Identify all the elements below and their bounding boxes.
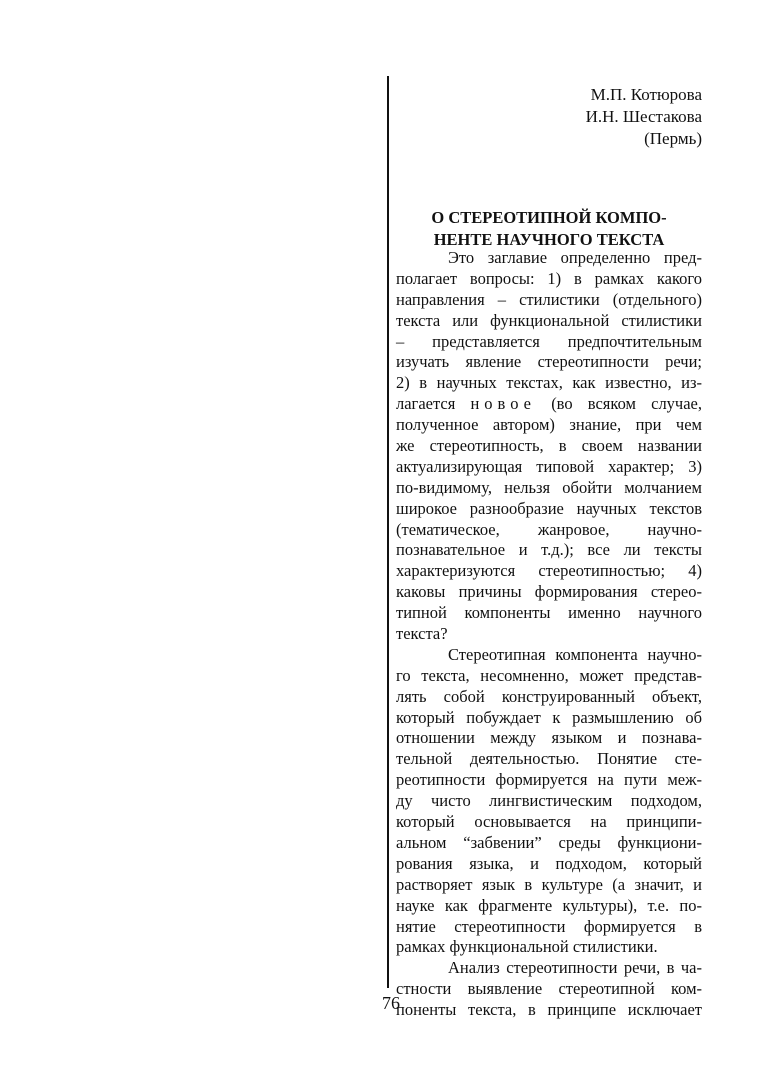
text-line: характеризуются стереотипностью; 4): [396, 561, 702, 581]
article-body: [396, 248, 702, 1021]
title-line: НЕНТЕ НАУЧНОГО ТЕКСТА: [433, 230, 665, 249]
paragraph: [396, 248, 702, 645]
text-line: альном “забвении” среды функциони-: [396, 832, 702, 852]
page-number: 76: [382, 993, 400, 1013]
author-name: И.Н. Шестакова: [585, 107, 702, 126]
text-line: тельной деятельностью. Понятие сте-: [396, 749, 702, 769]
vertical-margin-rule: [387, 76, 389, 988]
text-line: Это заглавие определенно пред-: [448, 248, 702, 267]
text-line: полагает вопросы: 1) в рамках какого: [396, 268, 702, 288]
text-line: рамках функциональной стилистики.: [396, 937, 658, 957]
text-line: лять собой конструированный объект,: [396, 686, 702, 706]
text-line: растворяет язык в культуре (а значит, и: [396, 874, 702, 894]
text-line: типной компоненты именно научного: [396, 603, 702, 623]
emphasized-word: новое: [470, 394, 537, 414]
text-line: стности выявление стереотипной ком-: [396, 979, 702, 999]
text-line: по-видимому, нельзя обойти молчанием: [396, 477, 702, 497]
text-line: нятие стереотипности формируется в: [396, 916, 702, 936]
text-line: науке как фрагменте культуры), т.е. по-: [396, 895, 702, 915]
text-line: рования языка, и подходом, который: [396, 853, 702, 873]
author-city: (Пермь): [644, 129, 702, 148]
paragraph: [396, 645, 702, 958]
text-line: поненты текста, в принципе исключает: [396, 1000, 702, 1020]
text-line: текста или функциональной стилистики: [396, 310, 702, 330]
text-line: который побуждает к размышлению об: [396, 707, 702, 727]
paragraph: [396, 958, 702, 1021]
text-line: же стереотипность, в своем названии: [396, 436, 702, 456]
text-line: изучать явление стереотипности речи;: [396, 352, 702, 372]
text-line: лагается новое (во всяком случае,: [396, 394, 702, 414]
article-title: [396, 207, 702, 251]
text-line: 2) в научных текстах, как известно, из-: [396, 373, 702, 393]
text-line: Анализ стереотипности речи, в ча-: [448, 958, 702, 978]
author-name: М.П. Котюрова: [590, 85, 702, 104]
text-line: го текста, несомненно, может представ-: [396, 665, 702, 685]
text-line: текста?: [396, 624, 448, 644]
text-line: ду чисто лингвистическим подходом,: [396, 791, 702, 811]
text-line: широкое разнообразие научных текстов: [396, 498, 702, 518]
text-line: реотипности формируется на пути меж-: [396, 770, 702, 790]
text-line: каковы причины формирования стерео-: [396, 582, 702, 602]
text-line: (тематическое, жанровое, научно-: [396, 519, 702, 539]
text-line: Стереотипная компонента научно-: [448, 644, 702, 664]
authors-block: [586, 84, 702, 150]
text-line: – представляется предпочтительным: [396, 331, 702, 351]
text-line: полученное автором) знание, при чем: [396, 415, 702, 435]
text-line: отношении между языком и познава-: [396, 728, 702, 748]
text-line: который основывается на принципи-: [396, 812, 702, 832]
title-line: О СТЕРЕОТИПНОЙ КОМПО-: [431, 208, 667, 227]
text-line: познавательное и т.д.); все ли тексты: [396, 540, 702, 560]
text-line: направления – стилистики (отдельного): [396, 289, 702, 309]
text-line: актуализирующая типовой характер; 3): [396, 456, 702, 476]
